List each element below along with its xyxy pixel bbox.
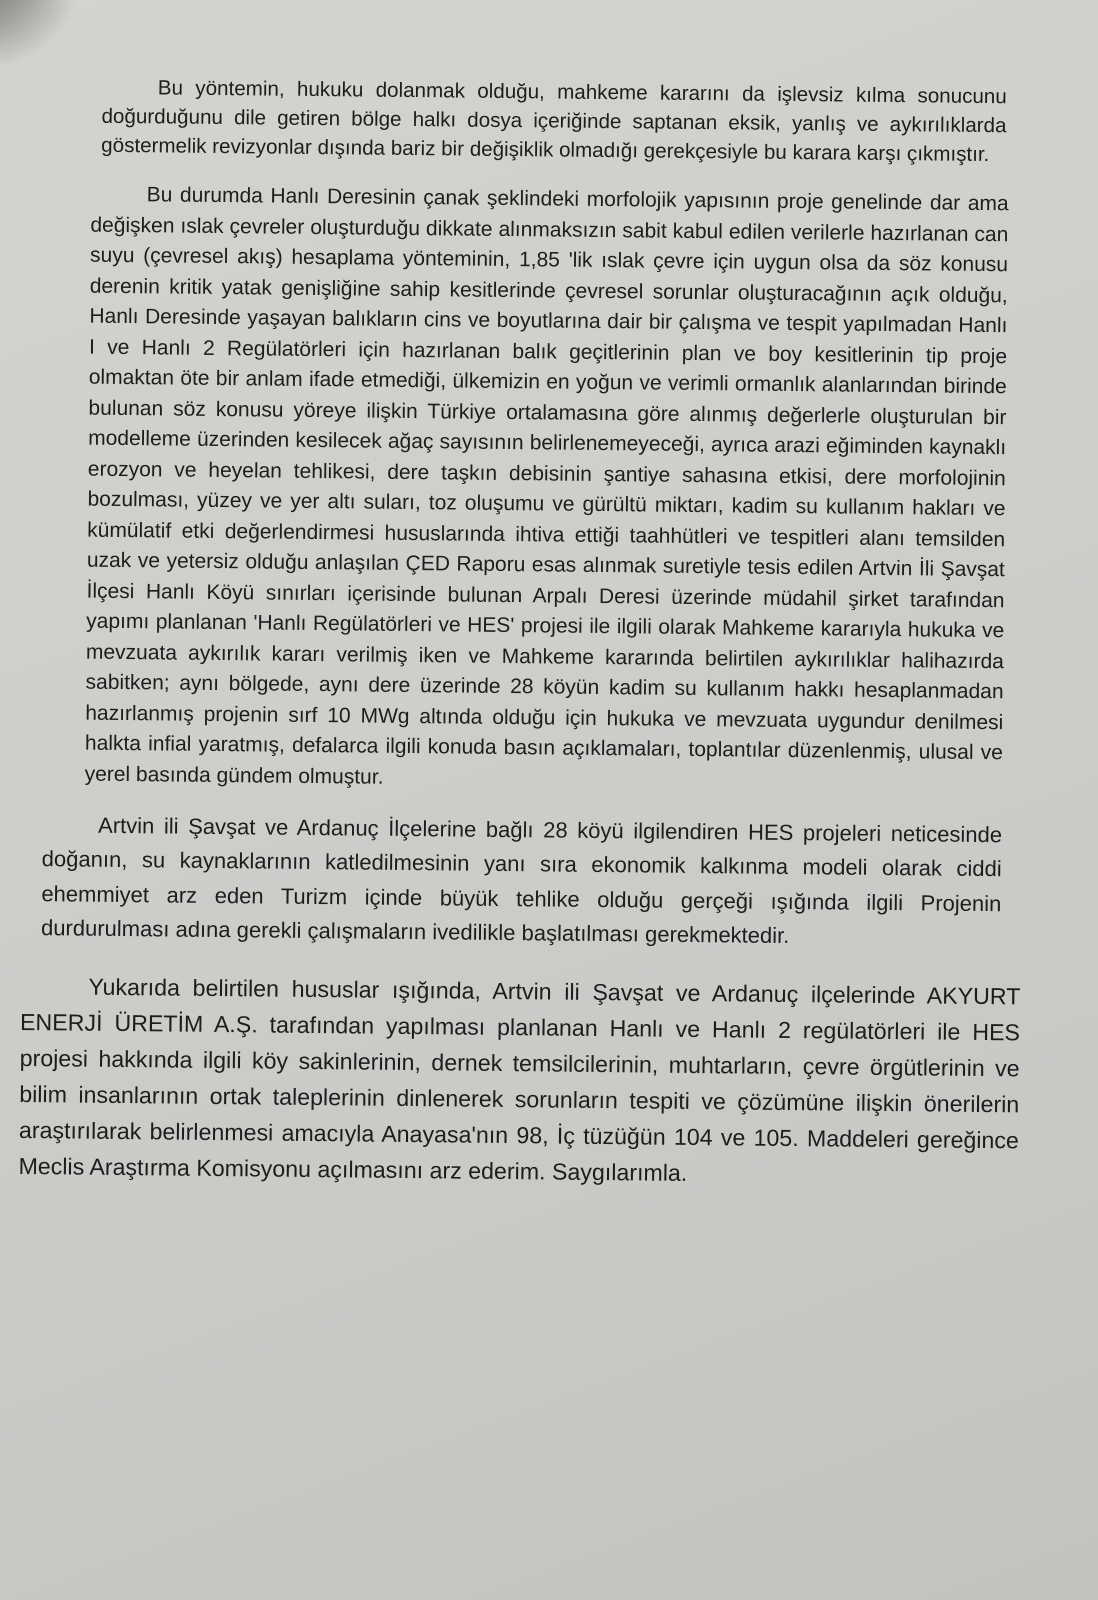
paragraph-1: Bu yöntemin, hukuku dolanmak olduğu, mahkeme kararını da işlevsiz kılma sonucunu doğurduğunu dile getiren bölge halkı dosya içeriğinde saptanan eksik, yanlış ve aykırılıklarda göstermelik revizyonlar dışında bariz bir değişiklik olmadığı gerekçesiyle bu karara karşı çıkmıştır. (101, 76, 1007, 167)
paragraph-4: Yukarıda belirtilen hususlar ışığında, Artvin ili Şavşat ve Ardanuç ilçelerinde AKYURT ENERJİ ÜRETİM A.Ş. tarafından yapılması planlanan Hanlı ve Hanlı 2 regülatörleri ile HES projesi hakkında ilgili köy sakinlerinin, dernek temsilcilerinin, muhtarların, çevre örgütlerinin ve bilim insanlarının ortak taleplerinin dinlenerek sorunların tespiti ve çözümüne ilişkin önerilerin araştırılarak belirlenmesi amacıyla Anayasa'nın 98, İç tüzüğün 104 ve 105. Maddeleri gereğince Meclis Araştırma Komisyonu açılmasını arz ederim. Saygılarımla. (18, 973, 1021, 1186)
paragraph-3: Artvin ili Şavşat ve Ardanuç İlçelerine bağlı 28 köyü ilgilendiren HES projeleri neticesinde doğanın, su kaynaklarının katledilmesinin yanı sıra ekonomik kalkınma modeli olarak ciddi ehemmiyet arz eden Turizm içinde büyük tehlike olduğu gerçeği ışığında ilgili Projenin durdurulması adına gerekli çalışmaların ivedilikle başlatılması gerekmektedir. (40, 812, 1003, 949)
paragraph-2: Bu durumda Hanlı Deresinin çanak şeklindeki morfolojik yapısının proje genelinde dar ama değişken ıslak çevreler oluşturduğu dikkate alınmaksızın sabit kabul edilen verilerle hazırlanan can suyu (çevresel akış) hesaplama yönteminin, 1,85 'lik ıslak çevre için uygun olsa da söz konusu derenin kritik yatak genişliğine sahip kesitlerinde çevresel sorunlar oluşturacağının açık olduğu, Hanlı Deresinde yaşayan balıkların cins ve boyutlarına dair bir çalışma ve tespit yapılmadan Hanlı I ve Hanlı 2 Regülatörleri için hazırlanan balık geçitlerinin plan ve boy kesitlerinin tip proje olmaktan öte bir anlam ifade etmediği, ülkemizin en yoğun ve verimli ormanlık alanlarından birinde bulunan söz konusu yöreye ilişkin Türkiye ortalamasına göre alınmış değerlerle oluşturulan bir modelleme üzerinden kesilecek ağaç sayısının belirlenemeyeceği, ayrıca arazi eğiminden kaynaklı erozyon ve heyelan tehlikesi, dere taşkın debisinin şantiye sahasına etkisi, dere morfolojinin bozulması, yüzey ve yer altı suları, toz oluşumu ve gürültü miktarı, kadim su kullanım hakları ve kümülatif etki değerlendirmesi hususlarında ihtiva ettiği taahhütleri ve tespitleri alanı temsilden uzak ve yetersiz olduğu anlaşılan ÇED Raporu esas alınmak suretiyle tesis edilen Artvin İli Şavşat İlçesi Hanlı Köyü sınırları içerisinde bulunan Arpalı Deresi üzerinde müdahil şirket tarafından yapımı planlanan 'Hanlı Regülatörleri ve HES' projesi ile ilgili olarak Mahkeme kararıyla hukuka ve mevzuata aykırılık kararı verilmiş iken ve Mahkeme kararında belirtilen aykırılıklar halihazırda sabitken; aynı bölgede, aynı dere üzerinde 28 köyün kadim su kullanım hakkı hesaplanmadan hazırlanmış projenin sırf 10 MWg altında olduğu için hukuka ve mevzuata uygundur denilmesi halkta infial yaratmış, defalarca ilgili konuda basın açıklamaları, toplantılar düzenlenmiş, ulusal ve yerel basında gündem olmuştur. (84, 183, 1009, 789)
page-corner-shadow (0, 0, 80, 70)
document-body (18, 72, 1050, 1194)
